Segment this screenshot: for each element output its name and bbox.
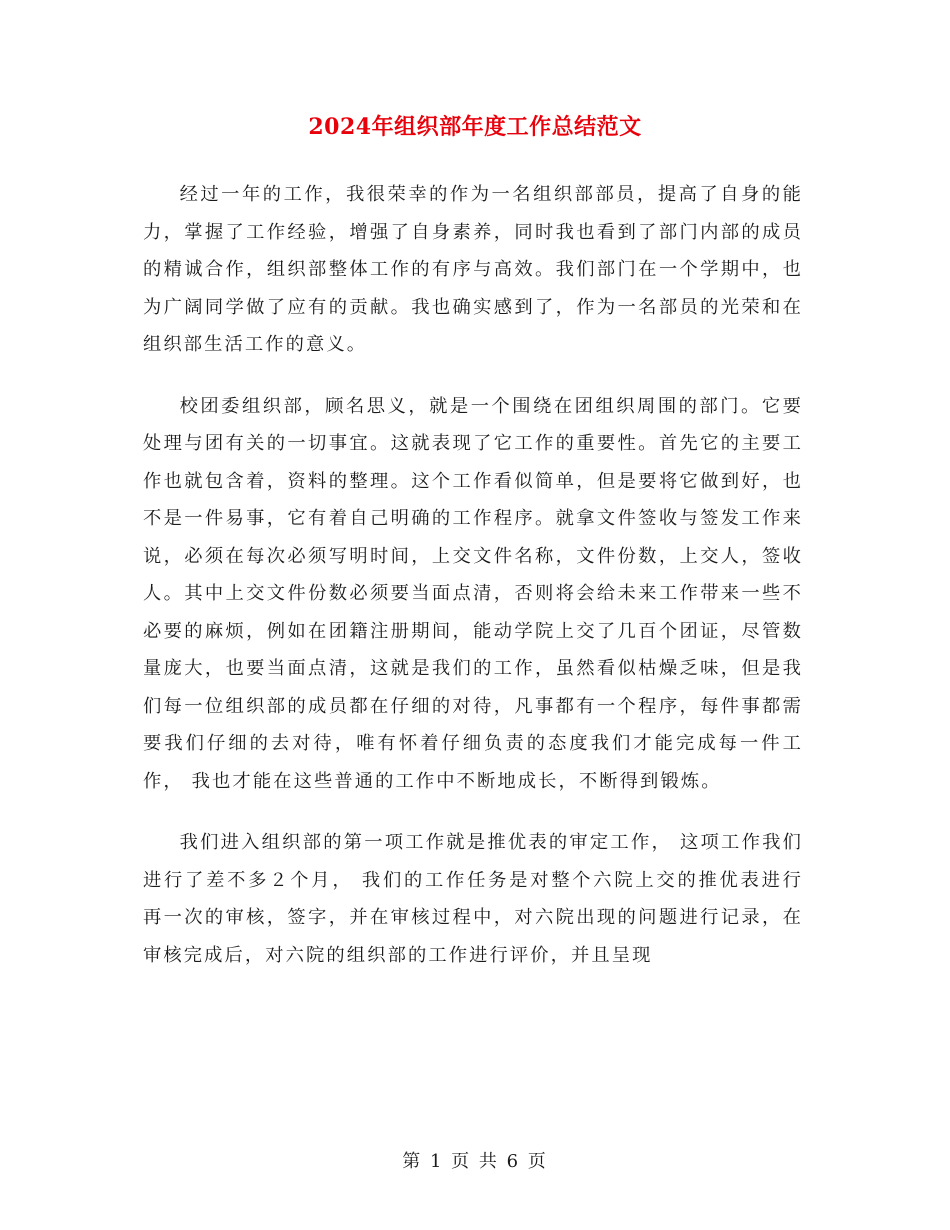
document-title: 2024年组织部年度工作总结范文 [308, 114, 642, 140]
document-body [143, 176, 803, 974]
page-number-footer: 第 1 页 共 6 页 [402, 1151, 548, 1172]
paragraph-3: 我们进入组织部的第一项工作就是推优表的审定工作， 这项工作我们进行了差不多２个月， 我们的工作任务是对整个六院上交的推优表进行再一次的审核，签字，并在审核过程中，对六院出现的问题进行记录，在审核完成后，对六院的组织部的工作进行评价，并且呈现 [143, 832, 803, 966]
paragraph-2: 校团委组织部，顾名思义，就是一个围绕在团组织周围的部门。它要处理与团有关的一切事宜。这就表现了它工作的重要性。首先它的主要工作也就包含着，资料的整理。这个工作看似简单，但是要将它做到好，也不是一件易事，它有着自己明确的工作程序。就拿文件签收与签发工作来说，必须在每次必须写明时间，上交文件名称，文件份数，上交人，签收人。其中上交文件份数必须要当面点清，否则将会给未来工作带来一些不必要的麻烦，例如在团籍注册期间，能动学院上交了几百个团证，尽管数量庞大，也要当面点清，这就是我们的工作，虽然看似枯燥乏味，但是我们每一位组织部的成员都在仔细的对待，凡事都有一个程序，每件事都需要我们仔细的去对待，唯有怀着仔细负责的态度我们才能完成每一件工作， 我也才能在这些普通的工作中不断地成长，不断得到锻炼。 [143, 395, 803, 792]
paragraph-1: 经过一年的工作，我很荣幸的作为一名组织部部员，提高了自身的能力，掌握了工作经验，增强了自身素养，同时我也看到了部门内部的成员的精诚合作，组织部整体工作的有序与高效。我们部门在一个学期中，也为广阔同学做了应有的贡献。我也确实感到了，作为一名部员的光荣和在组织部生活工作的意义。 [143, 184, 803, 355]
